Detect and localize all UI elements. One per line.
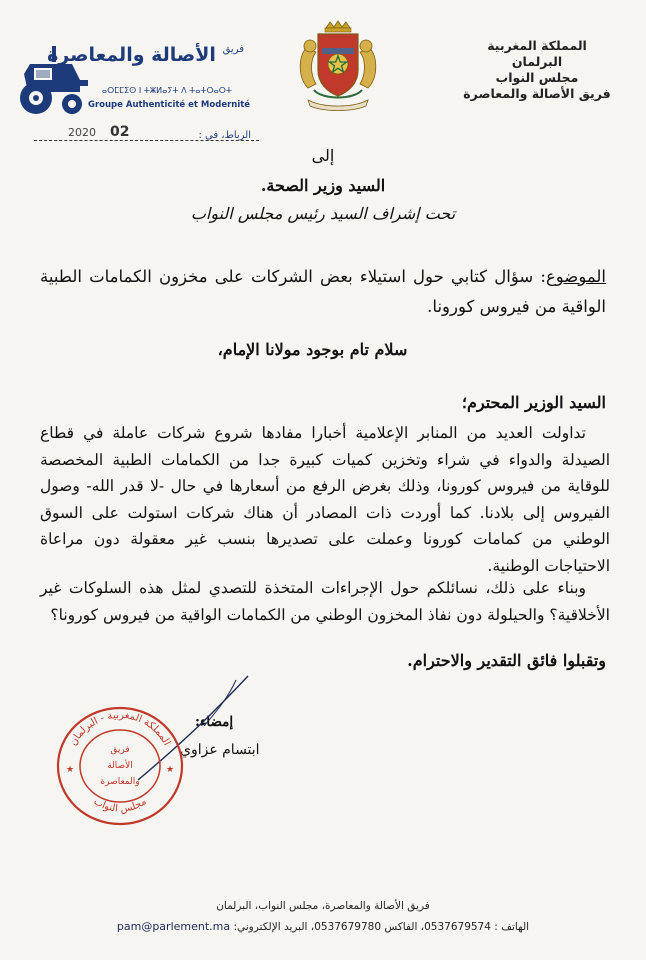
institution-line-group: فريق الأصالة والمعاصرة (463, 86, 611, 101)
subject-text: : سؤال كتابي حول استيلاء بعض الشركات على مخزون الكمامات الطبية الواقية من فيروس كورونا. (40, 267, 606, 316)
subject (40, 262, 606, 322)
stamp-outer-top: المملكة المغربية - البرلمان (68, 709, 173, 748)
institution-line-parliament: البرلمان (511, 54, 563, 69)
institution-line-kingdom: المملكة المغربية (487, 38, 587, 53)
footer-email: pam@parlement.ma (116, 920, 231, 933)
svg-text:مجلس النواب (92, 796, 149, 815)
footer-address: فريق الأصالة والمعاصرة، مجلس النواب، البرلمان (216, 900, 430, 912)
greeting: سلام تام بوجود مولانا الإمام، (217, 340, 408, 359)
party-logo-name: الأصالة والمعاصرة (47, 44, 216, 66)
body-paragraph-1: تداولت العديد من المنابر الإعلامية أخبارا مفادها شروع شركات عاملة في قطاع الصيدلة والدواء في شراء وتخزين كميات كبيرة جدا من الكمامات الطبية المخصصة للوقاية من فيروس كورونا، وذلك بغرض الرفع من أسعارها في حال -لا قدر الله- وصول الفيروس إلى بلادنا. كما أوردت ذات المصادر أن هناك شركات استولت على السوق الوطني من كمامات كورونا وعملت على تصديرها بنسب غير معقولة دون مراعاة الاحتياجات الوطنية. (40, 424, 610, 575)
stamp-inner-line-3: والمعاصرة (100, 777, 140, 787)
stamp-inner-line-2: الأصالة (107, 761, 133, 771)
footer-email-label: البريد الإلكتروني: (233, 921, 308, 933)
stamp-star-left: ★ (66, 765, 75, 775)
address-supervision: تحت إشراف السيد رئيس مجلس النواب (190, 204, 456, 223)
date-day: 02 (110, 124, 130, 140)
address-minister: السيد وزير الصحة. (260, 176, 386, 195)
body-paragraph-2: وبناء على ذلك، نسائلكم حول الإجراءات المتخذة للتصدي لمثل هذه السلوكات غير الأخلاقية؟ والحيلولة دون نفاذ المخزون الوطني من الكمامات الواقية من فيروس كورونا؟ (40, 579, 610, 624)
signature-title: إمضاء: (195, 714, 234, 730)
address-to: إلى (311, 146, 335, 165)
date-line (34, 122, 259, 148)
stamp-outer-bottom: مجلس النواب (91, 796, 149, 815)
subject-label: الموضوع (545, 267, 606, 286)
svg-text:المملكة المغربية - البرلمان (68, 710, 172, 748)
institution-header (462, 38, 612, 102)
footer-phone-label: الهاتف : (494, 921, 530, 933)
official-stamp-icon (52, 702, 187, 827)
signature-name: ابتسام عزاوي (180, 742, 260, 758)
stamp-star-right: ★ (166, 765, 175, 775)
footer-fax: 0537679780 (314, 921, 382, 933)
party-logo-name-fr: Groupe Authenticité et Modernité (88, 100, 251, 110)
date-year: 2020 (68, 126, 96, 139)
salutation: السيد الوزير المحترم؛ (461, 393, 606, 412)
moroccan-coat-of-arms-icon (288, 18, 388, 114)
institution-line-house: مجلس النواب (495, 70, 579, 85)
closing: وتقبلوا فائق التقدير والاحترام. (407, 651, 606, 670)
footer-contacts: الهاتف : 0537679574، الفاكس 0537679780، البريد الإلكتروني: pam@parlement.ma (116, 920, 530, 933)
party-logo-name-tifinagh: ⴰⵔⵎⵎⵉⵙ ⵏ ⵜⵥⵍⴰⵢⵜ ⴷ ⵜⴰⵜⵔⴰⵔⵜ (101, 86, 233, 95)
footer-fax-label: الفاكس (384, 921, 418, 933)
date-place-label: الرباط، في : (198, 130, 251, 141)
party-logo-name-ar (47, 44, 244, 66)
party-logo-label-small: فريق (222, 44, 244, 55)
stamp-inner-line-1: فريق (110, 745, 130, 755)
footer-phone: 0537679574 (424, 921, 491, 933)
date-value (68, 124, 129, 140)
